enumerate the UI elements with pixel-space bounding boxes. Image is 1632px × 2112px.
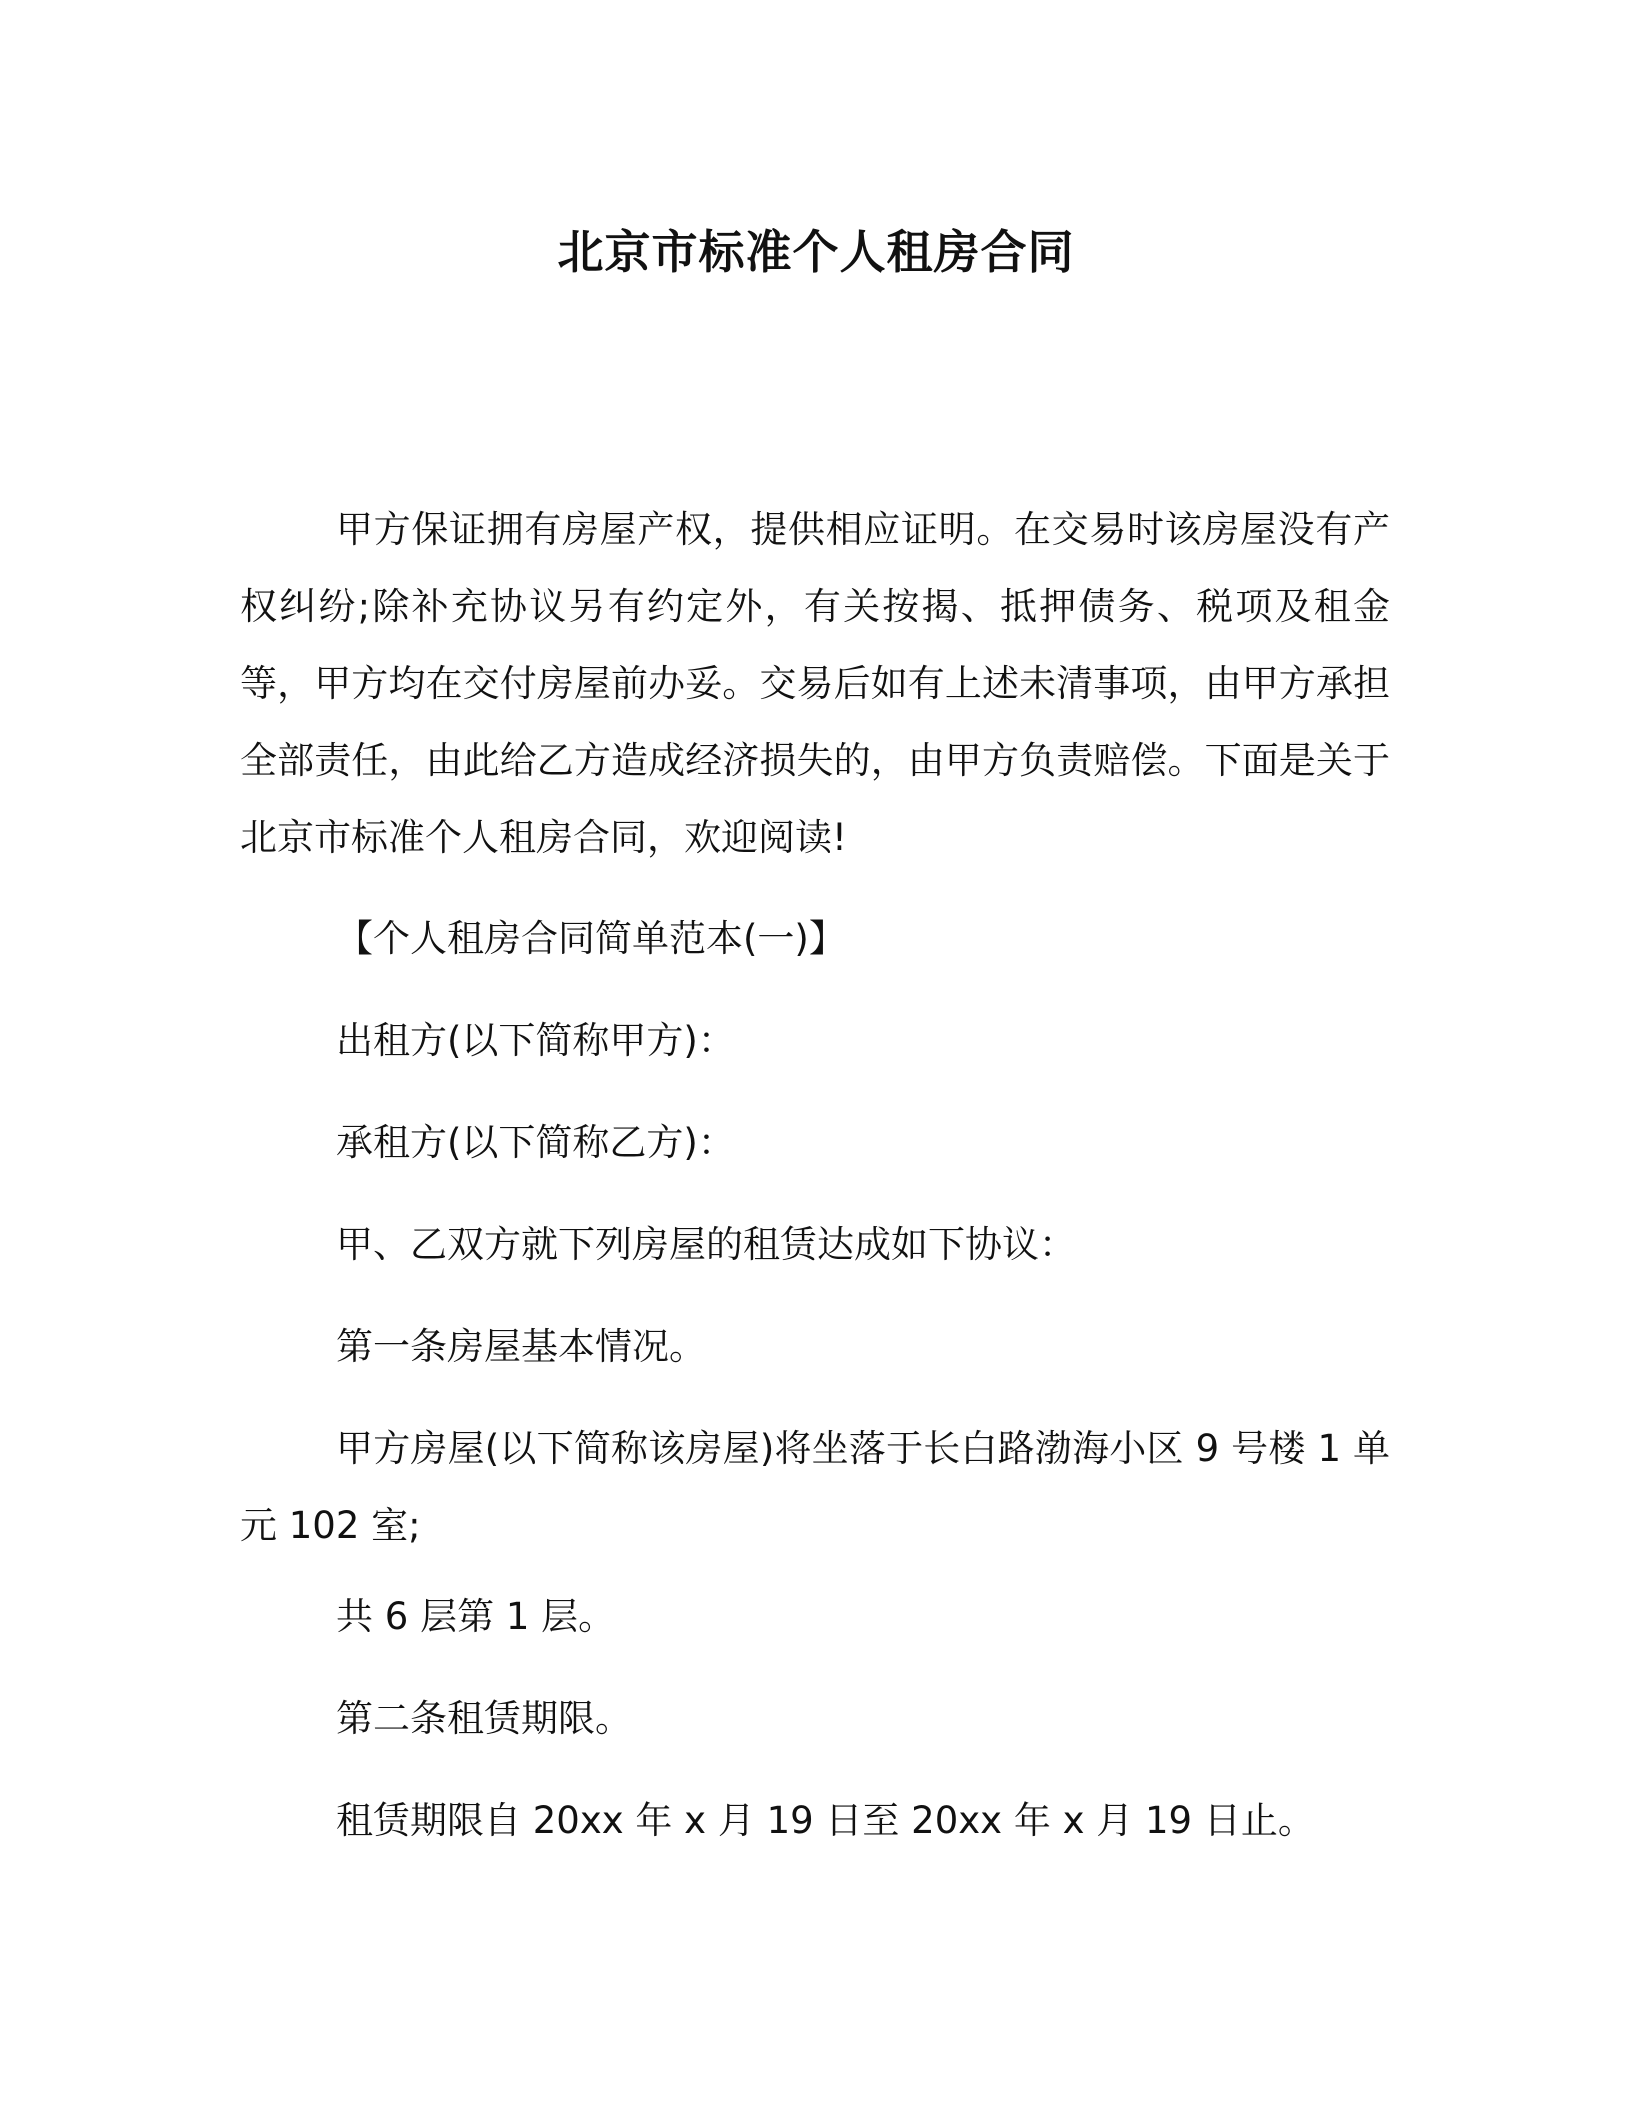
article1-title: 第一条房屋基本情况。	[336, 1325, 706, 1368]
lessor-line: 出租方(以下简称甲方)：	[336, 1019, 735, 1062]
article2-period: 租赁期限自 20xx 年 x 月 19 日至 20xx 年 x 月 19 日止。	[336, 1799, 1315, 1842]
intro-paragraph: 甲方保证拥有房屋产权，提供相应证明。在交易时该房屋没有产权纠纷;除补充协议另有约定外，有关按揭、抵押债务、税项及租金等，甲方均在交付房屋前办妥。交易后如有上述未清事项，由甲方承担全部责任，由此给乙方造成经济损失的，由甲方负责赔偿。下面是关于北京市标准个人租房合同，欢迎阅读!	[240, 508, 1390, 859]
document-title: 北京市标准个人租房合同	[557, 225, 1075, 279]
article1-floor: 共 6 层第 1 层。	[336, 1595, 616, 1638]
section-heading: 【个人租房合同简单范本(一)】	[336, 917, 846, 960]
agreement-line: 甲、乙双方就下列房屋的租赁达成如下协议：	[336, 1223, 1076, 1266]
lessee-line: 承租方(以下简称乙方)：	[336, 1121, 735, 1164]
article1-location: 甲方房屋(以下简称该房屋)将坐落于长白路渤海小区 9 号楼 1 单元 102 室;	[240, 1427, 1390, 1547]
article2-title: 第二条租赁期限。	[336, 1697, 632, 1740]
